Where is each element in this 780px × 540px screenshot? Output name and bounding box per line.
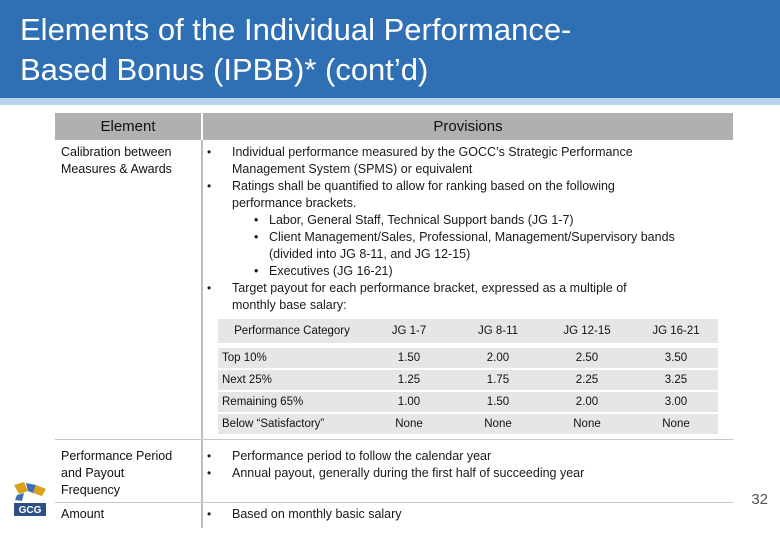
period-bullet-1: Performance period to follow the calendar year	[232, 449, 492, 463]
payout-cell: 1.75	[486, 374, 510, 386]
calibration-sub-1: Labor, General Staff, Technical Support bands (JG 1-7)	[269, 213, 574, 227]
header-element: Element	[55, 113, 201, 140]
payout-header-cell: JG 16-21	[652, 325, 700, 337]
bullet-marker: •	[207, 281, 212, 295]
title-bar	[0, 0, 780, 98]
title-line-1: Elements of the Individual Performance-	[20, 12, 572, 47]
payout-header-row	[218, 319, 718, 343]
bullet-marker: •	[207, 466, 212, 480]
calibration-label-line-2: Measures & Awards	[61, 162, 172, 176]
calibration-bullet-1-line-2: Management System (SPMS) or equivalent	[232, 162, 473, 176]
payout-cell: 3.25	[664, 374, 688, 386]
amount-label: Amount	[61, 507, 105, 521]
payout-cell: Remaining 65%	[222, 396, 304, 408]
sub-bullet-marker: •	[254, 230, 259, 244]
calibration-sub-2-line-1: Client Management/Sales, Professional, Management/Supervisory bands	[269, 230, 675, 244]
period-label-line-1: Performance Period	[61, 449, 173, 463]
calibration-bullet-3-line-2: monthly base salary:	[232, 298, 347, 312]
payout-cell: Next 25%	[222, 374, 272, 386]
svg-text:GCG: GCG	[18, 505, 42, 516]
calibration-bullet-2-line-2: performance brackets.	[232, 196, 357, 210]
payout-cell: Below “Satisfactory”	[222, 418, 325, 430]
payout-cell: None	[662, 418, 690, 430]
period-bullet-2: Annual payout, generally during the first half of succeeding year	[232, 466, 585, 480]
payout-row	[218, 348, 718, 368]
bullet-marker: •	[207, 179, 212, 193]
row-divider	[55, 439, 733, 440]
payout-cell: 2.00	[575, 396, 599, 408]
column-divider	[201, 140, 203, 528]
payout-cell: None	[484, 418, 512, 430]
payout-cell: 1.25	[397, 374, 421, 386]
row-divider	[55, 502, 733, 503]
payout-cell: 1.50	[397, 352, 421, 364]
calibration-bullet-3-line-1: Target payout for each performance bracket, expressed as a multiple of	[232, 281, 627, 295]
sub-bullet-marker: •	[254, 213, 259, 227]
calibration-sub-2-line-2: (divided into JG 8-11, and JG 12-15)	[269, 247, 471, 261]
period-label-line-3: Frequency	[61, 483, 121, 497]
payout-cell: None	[395, 418, 423, 430]
calibration-bullet-2-line-1: Ratings shall be quantified to allow for ranking based on the following	[232, 179, 615, 193]
payout-cell: Top 10%	[222, 352, 267, 364]
payout-cell: 1.00	[397, 396, 421, 408]
payout-cell: 2.25	[575, 374, 599, 386]
calibration-sub-3: Executives (JG 16-21)	[269, 264, 393, 278]
calibration-bullet-2	[232, 178, 615, 212]
slide-title	[20, 10, 760, 90]
payout-cell: 1.50	[486, 396, 510, 408]
payout-cell: 3.50	[664, 352, 688, 364]
gcg-logo-icon	[10, 479, 50, 519]
title-rule	[0, 98, 780, 105]
sub-bullet-marker: •	[254, 264, 259, 278]
title-line-2: Based Bonus (IPBB)* (cont’d)	[20, 52, 429, 87]
calibration-label	[61, 144, 172, 178]
header-provisions: Provisions	[203, 113, 733, 140]
payout-header-cell: JG 8-11	[477, 325, 519, 337]
payout-header-cell: Performance Category	[234, 325, 350, 337]
amount-bullet-1: Based on monthly basic salary	[232, 507, 402, 521]
calibration-sub-2	[269, 229, 675, 263]
payout-header-cell: JG 1-7	[391, 325, 427, 337]
calibration-label-line-1: Calibration between	[61, 145, 172, 159]
payout-row	[218, 414, 718, 434]
bullet-marker: •	[207, 507, 212, 521]
calibration-bullet-1-line-1: Individual performance measured by the GOCC’s Strategic Performance	[232, 145, 633, 159]
payout-cell: 3.00	[664, 396, 688, 408]
bullet-marker: •	[207, 145, 212, 159]
period-label-line-2: and Payout	[61, 466, 125, 480]
payout-cell: 2.00	[486, 352, 510, 364]
calibration-bullet-3	[232, 280, 627, 314]
period-label	[61, 448, 172, 499]
payout-row	[218, 370, 718, 390]
calibration-bullet-1	[232, 144, 633, 178]
payout-header-cell: JG 12-15	[563, 325, 611, 337]
bullet-marker: •	[207, 449, 212, 463]
page-number: 32	[751, 491, 768, 508]
payout-row	[218, 392, 718, 412]
payout-cell: None	[573, 418, 601, 430]
payout-cell: 2.50	[575, 352, 599, 364]
